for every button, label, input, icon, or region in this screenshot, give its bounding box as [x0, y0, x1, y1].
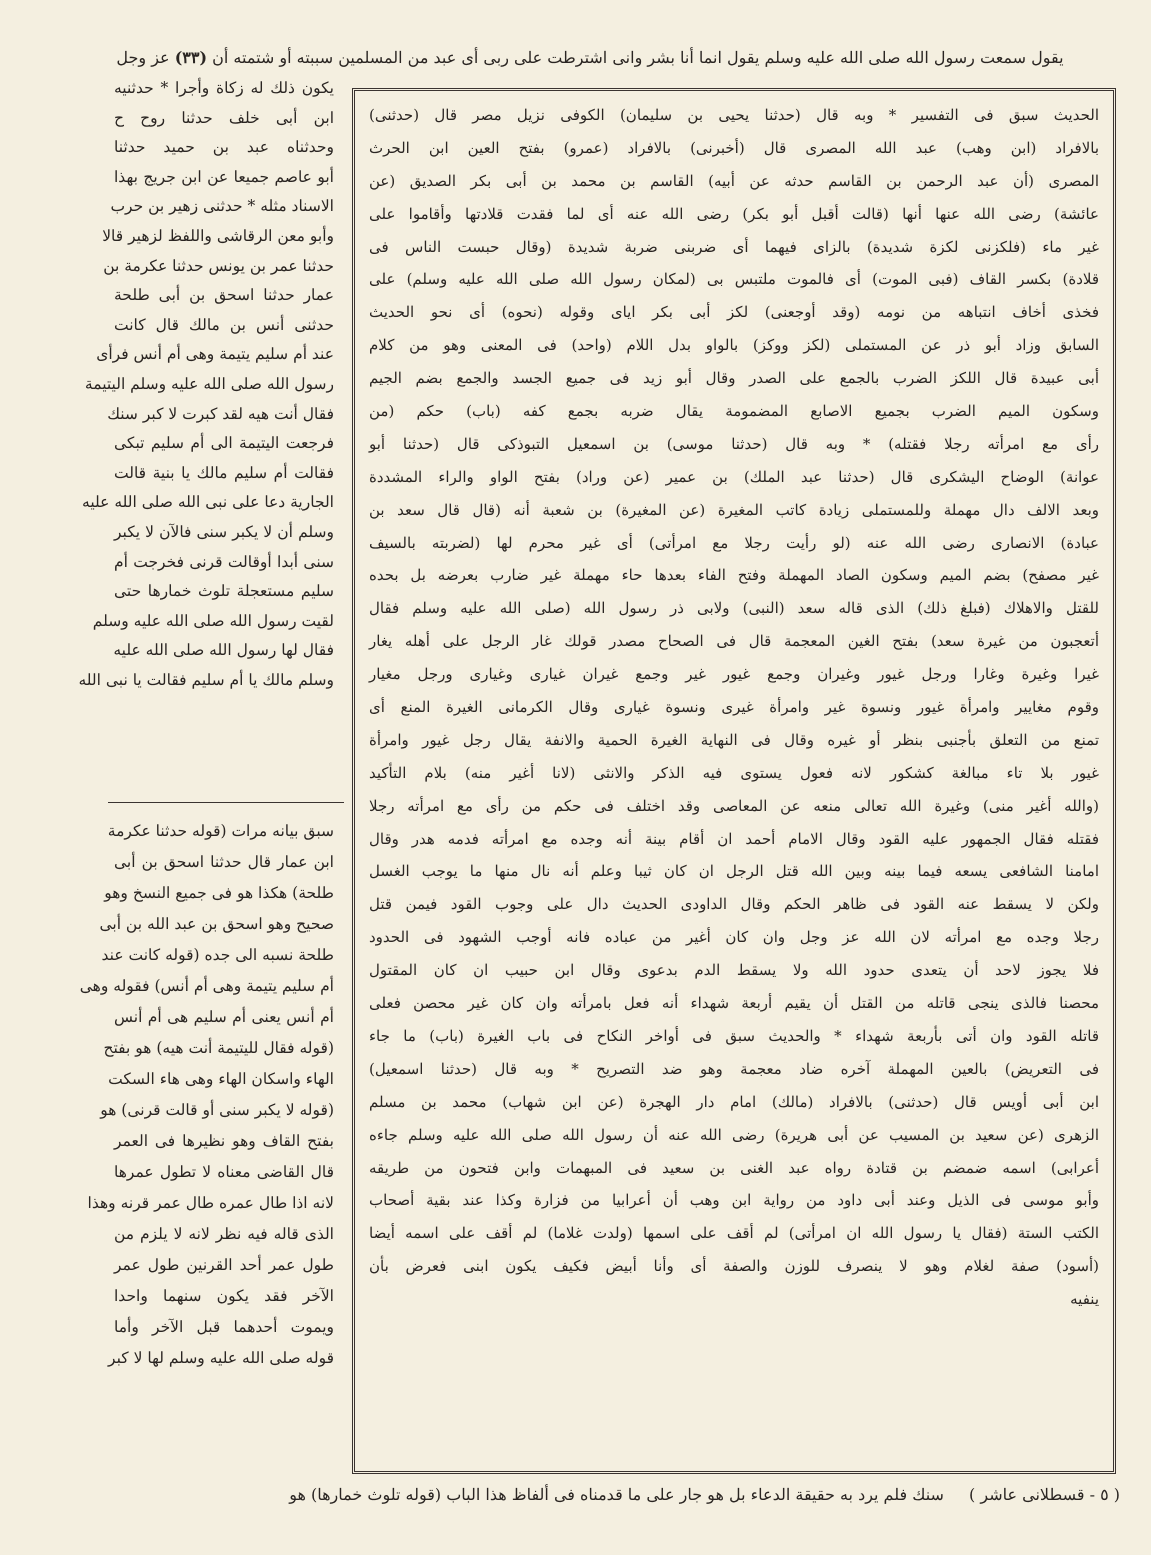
hadith-line: لقيت رسول الله صلى الله عليه وسلم	[92, 611, 334, 630]
note-line: بفتح القاف وهو نظيرها فى العمر	[114, 1132, 334, 1150]
commentary-line: الحديث سبق فى التفسير * وبه قال (حدثنا يحيى بن سليمان) الكوفى نزيل مصر قال (حدثنى)	[369, 106, 1099, 124]
commentary-line: غير مصفح) بضم الميم وسكون الصاد المهملة وفتح الفاء بعدها حاء مهملة غير ضارب بعرضه بل بحده	[369, 566, 1099, 585]
hadith-line: الاسناد مثله * حدثنى زهير بن حرب	[110, 197, 334, 216]
commentary-line: وقوم مغايير وامرأة غيور ونسوة غير وامرأة غيرى ونسوة غيارى وقال الكرمانى الغيرة المنع أى	[369, 698, 1099, 717]
hadith-line: وسلم أن لا يكبر سنى فالآن لا يكبر	[114, 522, 334, 541]
hadith-line: فقال أنت هيه لقد كبرت لا كبر سنك	[107, 404, 334, 423]
commentary-line: أتعجبون من غيرة سعد) بفتح الغين المعجمة قال فى الصحاح مصدر قولك غار الرجل على أهله يغار	[369, 632, 1099, 651]
commentary-line: عبادة) الانصارى رضى الله عنه (لو رأيت رجلا مع امرأتى) أى غير محرم لها (لضربته بالسيف	[369, 533, 1099, 552]
commentary-line: وأبو موسى فى الذيل وعند أبى داود من رواية ابن وهب أن أعرابيا من فزارة وكذا عند بقية أصحاب	[369, 1191, 1099, 1210]
hadith-line: ابن أبى خلف حدثنا روح ح	[114, 108, 334, 127]
signature-mark: ( ٥ - قسطلانى عاشر )	[969, 1485, 1120, 1504]
note-line: (قوله لا يكبر سنى أو قالت قرنى) هو	[100, 1101, 334, 1119]
hadith-line: عمار حدثنا اسحق بن أبى طلحة	[114, 286, 334, 305]
note-line: الذى قاله فيه نظر لانه لا يلزم من	[114, 1225, 334, 1243]
hadith-line: رسول الله صلى الله عليه وسلم اليتيمة	[84, 374, 334, 393]
note-line: ابن عمار قال حدثنا اسحق بن أبى	[114, 853, 334, 871]
commentary-line: قلادة) بكسر القاف (فبى الموت) أى فالموت ملتبس بى (لمكان رسول الله صلى الله عليه وسلم) على	[369, 270, 1099, 289]
margin-notes-column	[79, 812, 340, 1474]
commentary-line: وبعد الالف دال مهملة وللمستملى زيادة كاتب المغيرة (عن المغيرة) بن شعبة أنه (قال قال سعد بن	[369, 500, 1099, 519]
commentary-line: رأى مع امرأته رجلا فقتله) * وبه قال (حدثنا موسى) بن اسمعيل التبوذكى قال (حدثنا أبو	[369, 434, 1099, 453]
note-line: الهاء واسكان الهاء وهى هاء السكت	[108, 1070, 334, 1088]
commentary-line: محصنا فالذى ينجى قاتله من القتل أن يقيم أربعة شهداء أنه فعل بامرأته وان كان غير محصن فعلى	[369, 994, 1099, 1013]
page-footer	[280, 1480, 1120, 1510]
hadith-line: حدثنى أنس بن مالك قال كانت	[114, 315, 334, 334]
note-line: صحيح وهو اسحق بن عبد الله بن أبى	[99, 915, 334, 933]
hadith-line: فقال لها رسول الله صلى الله عليه	[113, 641, 334, 660]
header-text-right: يقول سمعت رسول الله صلى الله عليه وسلم يقول انما أنا بشر وانى اشترطت على ربى أى عبد من المسلمين سببته أو شتمته أن	[212, 48, 1064, 67]
commentary-line: فى التعريض) بالعين المهملة آخره ضاد معجمة وهو ضد التصريح * وبه قال (حدثنا اسمعيل)	[369, 1059, 1099, 1078]
hadith-line: وأبو معن الرقاشى واللفظ لزهير قالا	[102, 226, 334, 245]
commentary-line: وسكون الميم الضرب بجميع الاصابع المضمومة يقال ضربه بجمع كفه (باب) حكم (من	[369, 402, 1099, 421]
commentary-line: ابن أبى أويس قال (حدثنى) بالافراد (مالك) امام دار الهجرة (عن ابن شهاب) محمد بن مسلم	[369, 1092, 1099, 1111]
commentary-line: (أسود) صفة لغلام وهو لا ينصرف للوزن والصفة أى وأنا أبيض فكيف يكون ابنى فعرض بأن	[369, 1257, 1099, 1276]
column-divider	[108, 802, 344, 803]
commentary-line: للقتل والاهلاك (فبلغ ذلك) الذى قاله سعد (النبى) ولابى ذر رسول الله (صلى الله عليه وسلم فقال	[369, 599, 1099, 618]
note-line: طول عمر أحد القرنين طول عمر	[114, 1256, 334, 1274]
commentary-line: رجلا وجده مع امرأته لان الله عز وجل وان كان أغير من عباده فانه أوجب الشهود فى الحدود	[369, 928, 1099, 947]
commentary-line: الكتب الستة (فقال يا رسول الله ان امرأتى) لم أقف على اسمها (ولدت غلاما) لم أقف على اسمه أيضا	[369, 1224, 1099, 1243]
hadith-line: سنى أبدا أوقالت قرنى فخرجت أم	[114, 552, 334, 571]
hadith-line: يكون ذلك له زكاة وأجرا * حدثنيه	[114, 79, 334, 97]
commentary-line: أبى عبيدة قال اللكز الضرب بالجمع على الصدر وقال أبو زيد فى جميع الجسد والجمع بضم الجيم	[369, 369, 1099, 388]
commentary-line: فقتله فقال الجمهور عليه القود وقال الامام أحمد ان أقام بينة أنه وجده مع امرأته فدمه هدر وقال	[369, 829, 1099, 848]
note-line: أم سليم يتيمة وهى أم أنس) فقوله وهى	[79, 977, 334, 995]
commentary-line: فخذى أخاف انتباهه من نومه (وقد أوجعنى) لكز أبى بكر اياى وقوله (نحوه) أى نحو الحديث	[369, 303, 1099, 322]
note-line: أم أنس يعنى أم سليم هى أم أنس	[114, 1008, 334, 1026]
commentary-line: ينفيه	[1070, 1290, 1099, 1309]
commentary-line: قاتله القود وان أتى بأربعة شهداء * والحديث سبق فى أواخر النكاح فى باب الغيرة (باب) ما جاء	[369, 1026, 1099, 1045]
commentary-line: أعرابى) اسمه ضمضم بن قتادة رواه عبد الغنى بن سعيد فى المبهمات وابن فتحون من طريقه	[369, 1158, 1099, 1177]
hadith-line: عند أم سليم يتيمة وهى أم أنس فرأى	[96, 345, 334, 364]
commentary-line: فلا يجوز لاحد أن يتعدى حدود الله ولا يسقط الدم بدعوى وقال ابن حبيب ان كان المقتول	[369, 961, 1099, 980]
commentary-line: غيرا وغيرة وغارا ورجل غيور وغيران وجمع غيور غير وجمع غيران غيارى وغيارى ورجل مغيار	[369, 665, 1099, 684]
hadith-line: وحدثناه عبد بن حميد حدثنا	[114, 138, 334, 157]
note-line: (قوله فقال لليتيمة أنت هيه) هو بفتح	[103, 1039, 334, 1057]
note-line: قال القاضى معناه لا تطول عمرها	[114, 1163, 334, 1181]
header-text-left: عز وجل	[116, 48, 170, 67]
commentary-line: غير ماء (فلكزنى لكزة شديدة) بالزاى فيهما أى ضربنى ضربة شديدة (وقال حبست الناس فى	[369, 237, 1099, 256]
hadith-line: حدثنا عمر بن يونس حدثنا عكرمة بن	[103, 256, 334, 275]
hadith-line: أبو عاصم جميعا عن ابن جريج بهذا	[114, 167, 334, 186]
commentary-frame	[352, 88, 1116, 1474]
hadith-line: فقالت أم سليم مالك يا بنية قالت	[114, 463, 334, 482]
note-line: سبق بيانه مرات (قوله حدثنا عكرمة	[107, 822, 334, 840]
commentary-line: غيور بلا تاء مبالغة كشكور لانه فعول يستوى فيه الذكر والانثى (لانا أغير منه) بلام التأكيد	[369, 763, 1099, 782]
note-line: طلحة) هكذا هو فى جميع النسخ وهو	[104, 884, 334, 902]
hadith-line: الجارية دعا على نبى الله صلى الله عليه	[82, 493, 334, 512]
commentary-line: الزهرى (عن سعيد بن المسيب عن أبى هريرة) رضى الله عنه أن رسول الله صلى الله عليه وسلم جاءه	[369, 1125, 1099, 1144]
commentary-line: عائشة) رضى الله عنها أنها (قالت أقبل أبو بكر) رضى الله عنه أى لما فقدت قلادتها وأقاموا على	[369, 204, 1099, 223]
page-number: (٣٣)	[174, 48, 208, 67]
commentary-line: المصرى (أن عبد الرحمن بن القاسم حدثه عن أبيه) القاسم بن محمد بن أبى بكر الصديق (عن	[369, 171, 1099, 190]
commentary-line: (والله أغير منى) وغيرة الله تعالى منعه عن المعاصى وقد اختلف فى حكم من رأى مع امرأته رجلا	[369, 796, 1099, 815]
note-line: قوله صلى الله عليه وسلم لها لا كبر	[108, 1349, 334, 1367]
commentary-line: تمنع من التعلق بأجنبى بنظر أو غيره وقال فى النهاية الغيرة الحمية والانفة يقال رجل غيور وامرأة	[369, 730, 1099, 749]
note-line: لانه اذا طال عمره طال عمر قرنه وهذا	[87, 1194, 334, 1212]
commentary-line: بالافراد (ابن وهب) عبد الله المصرى قال (أخبرنى) بالافراد (عمرو) بفتح العين ابن الحرث	[369, 138, 1099, 157]
note-line: الآخر فقد يكون سنهما واحدا	[114, 1287, 334, 1305]
hadith-line: سليم مستعجلة تلوث خمارها حتى	[114, 582, 334, 601]
commentary-line: ولكن لا يسقط عنه القود فى ظاهر الحكم وقال الداودى الحديث دال على وجوب القود فيمن قتل	[369, 895, 1099, 914]
hadith-line: فرجعت اليتيمة الى أم سليم تبكى	[114, 434, 334, 453]
note-line: طلحة نسبه الى جده (قوله كانت عند	[101, 946, 334, 964]
commentary-line: السابق وزاد أبو ذر عن المستملى (لكز ووكز) بالواو بدل اللام (واحد) فى المعنى وهو من كلام	[369, 336, 1099, 355]
commentary-line: عوانة) الوضاح اليشكرى قال (حدثنا عبد الملك) بن عمير (عن وراد) بفتح الواو والراء المشددة	[369, 467, 1099, 486]
hadith-line: وسلم مالك يا أم سليم فقالت يا نبى الله	[78, 670, 334, 689]
footer-text: سنك فلم يرد به حقيقة الدعاء بل هو جار على ما قدمناه فى ألفاظ هذا الباب (قوله تلوث خمارها) هو	[289, 1485, 944, 1504]
commentary-line: امامنا الشافعى يسعه فيما بينه وبين الله قتل الرجل ان كان ثيبا وعلم أنه نال منها ما يوجب الغسل	[369, 862, 1099, 881]
hadith-text-column	[78, 70, 340, 792]
note-line: ويموت أحدهما قبل الآخر وأما	[114, 1318, 334, 1336]
running-header	[60, 44, 1120, 72]
